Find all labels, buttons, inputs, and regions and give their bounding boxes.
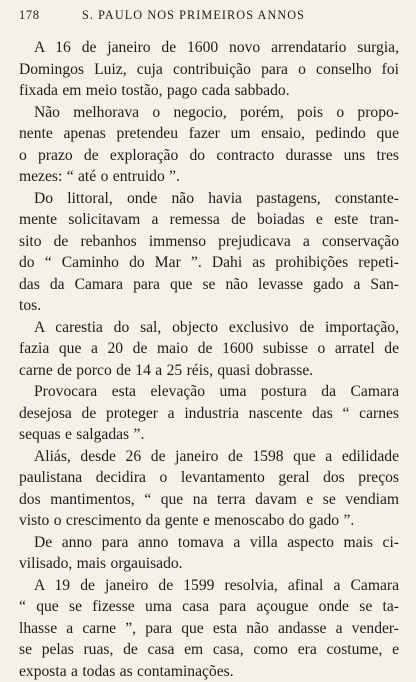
text-line: lhasse a carne ”, para que esta não andasse a vender- <box>19 618 399 640</box>
text-line: Aliás, desde 26 de janeiro de 1598 que a edilidade <box>19 446 399 468</box>
text-line: paulistana decidira o levantamento geral dos preços <box>19 467 399 489</box>
text-line: exposta a todas as contaminações. <box>19 661 399 682</box>
text-line: carne de porco de 14 a 25 réis, quasi dobrasse. <box>19 360 399 382</box>
text-line: desejosa de proteger a industria nascente das “ carnes <box>19 403 399 425</box>
text-line: Provocara esta elevação uma postura da Camara <box>19 381 399 403</box>
text-line: sito de rebanhos immenso prejudicava a conservação <box>19 231 399 253</box>
body-text <box>19 37 399 682</box>
text-line: sequas e salgadas ”. <box>19 424 399 446</box>
text-line: dos mantimentos, “ que na terra davam e se vendiam <box>19 489 399 511</box>
text-line: tos. <box>19 295 399 317</box>
text-line: vilisado, mais orgauisado. <box>19 553 399 575</box>
text-line: A 19 de janeiro de 1599 resolvia, afinal a Camara <box>19 575 399 597</box>
text-line: Do littoral, onde não havia pastagens, constante- <box>19 188 399 210</box>
text-line: visto o crescimento da gente e menoscabo do gado ”. <box>19 510 399 532</box>
text-line: mezes: “ até o entruido ”. <box>19 166 399 188</box>
text-line: A 16 de janeiro de 1600 novo arrendatario surgia, <box>19 37 399 59</box>
text-line: Não melhorava o negocio, porém, pois o propo- <box>19 102 399 124</box>
text-line: mente solicitavam a remessa de boiadas e este tran- <box>19 209 399 231</box>
text-line: do “ Caminho do Mar ”. Dahi as prohibições repeti- <box>19 252 399 274</box>
text-line: De anno para anno tomava a villa aspecto mais ci- <box>19 532 399 554</box>
page-number: 178 <box>19 8 40 23</box>
text-line: nente apenas pretendeu fazer um ensaio, pedindo que <box>19 123 399 145</box>
text-line: das da Camara para que se não levasse gado a San- <box>19 274 399 296</box>
text-line: A carestia do sal, objecto exclusivo de importação, <box>19 317 399 339</box>
text-line: Domingos Luiz, cuja contribuição para o conselho foi <box>19 59 399 81</box>
text-line: o prazo de exploração do contracto durasse uns tres <box>19 145 399 167</box>
running-head <box>19 8 399 28</box>
text-line: se pelas ruas, de casa em casa, como era costume, e <box>19 639 399 661</box>
text-line: “ que se fizesse uma casa para açougue onde se ta- <box>19 596 399 618</box>
running-title: S. PAULO NOS PRIMEIROS ANNOS <box>82 8 305 23</box>
text-line: fazia que a 20 de maio de 1600 subisse o arratel de <box>19 338 399 360</box>
text-line: fixada em meio tostão, pago cada sabbado. <box>19 80 399 102</box>
